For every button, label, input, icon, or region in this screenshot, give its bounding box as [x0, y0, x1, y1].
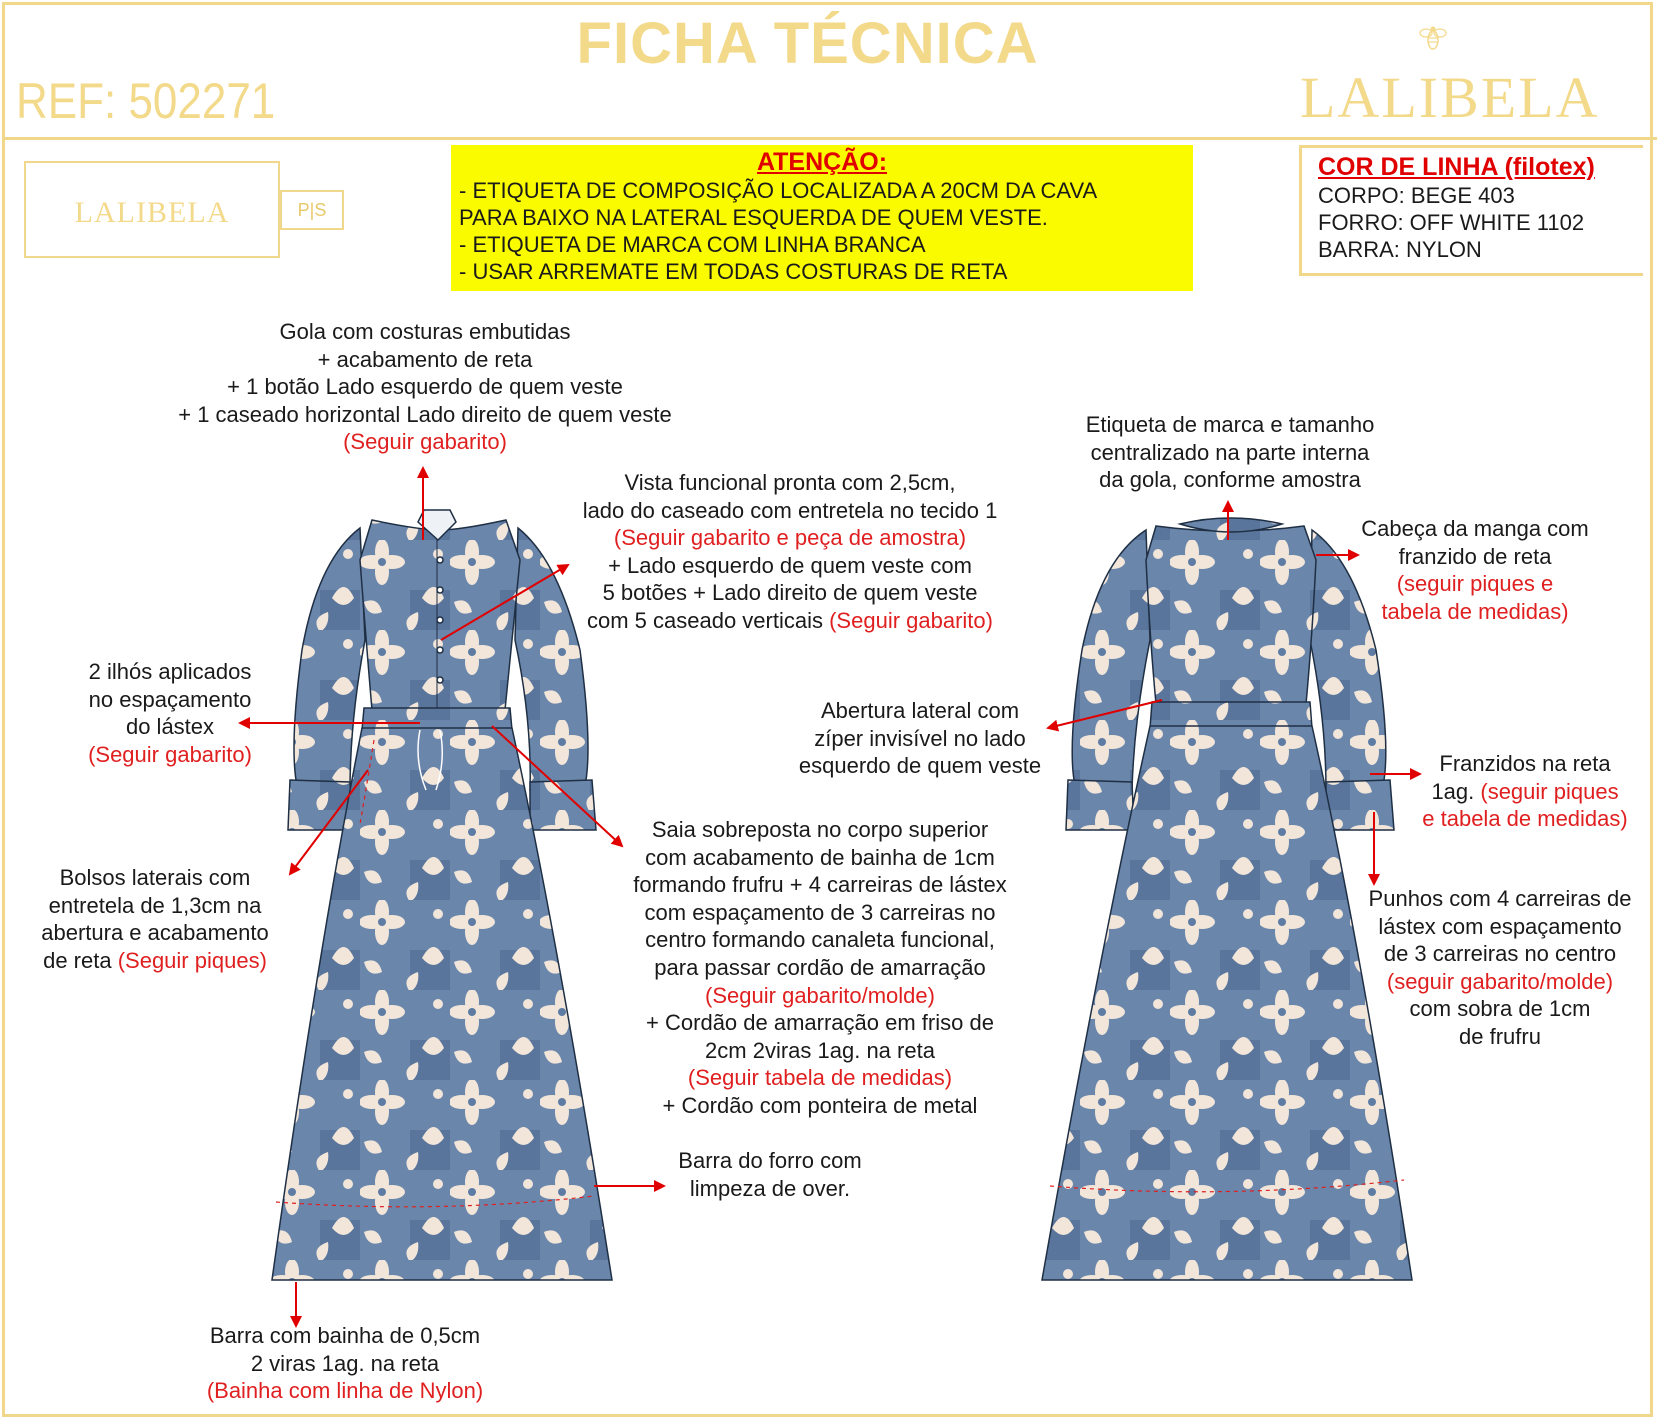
- note-line: 2 viras 1ag. na reta: [250, 1350, 440, 1376]
- thread-color-line: BARRA: NYLON: [1318, 237, 1482, 262]
- note-line: com espaçamento de 3 carreiras no: [644, 899, 996, 925]
- attention-line: PARA BAIXO NA LATERAL ESQUERDA DE QUEM VESTE.: [459, 205, 1048, 230]
- note-line: + Cordão com ponteira de metal: [662, 1092, 978, 1118]
- note-line: formando frufru + 4 carreiras de lástex: [633, 872, 1007, 898]
- note-line: centro formando canaleta funcional,: [645, 927, 995, 953]
- note-instruction: (seguir piques e: [1396, 571, 1554, 597]
- note-line: 2 ilhós aplicados: [88, 659, 252, 684]
- note-sleeve-head: [1340, 515, 1610, 625]
- note-line: Gola com costuras embutidas: [279, 319, 571, 344]
- thread-color-title: COR DE LINHA (filotex): [1318, 153, 1595, 181]
- note-line: de frufru: [1459, 1023, 1541, 1049]
- back-left-sleeve: [1072, 530, 1150, 790]
- note-line: [1400, 778, 1650, 806]
- note-line: 2cm 2viras 1ag. na reta: [705, 1037, 935, 1063]
- note-line: Punhos com 4 carreiras de: [1368, 886, 1632, 911]
- label-brand-text: LALIBELA: [74, 196, 230, 229]
- note-line: [20, 947, 290, 975]
- note-instruction: (Seguir piques): [117, 947, 267, 973]
- note-line: Franzidos na reta: [1439, 751, 1611, 776]
- note-line: no espaçamento: [88, 686, 252, 712]
- note-instruction: (Seguir tabela de medidas): [687, 1065, 953, 1091]
- note-line: + acabamento de reta: [317, 346, 533, 372]
- note-skirt: [590, 816, 1050, 1120]
- note-line: + Cordão de amarração em friso de: [646, 1010, 994, 1036]
- note-line: limpeza de over.: [689, 1175, 851, 1201]
- note-line: com acabamento de bainha de 1cm: [645, 844, 995, 870]
- note-line: Etiqueta de marca e tamanho: [1085, 412, 1375, 437]
- note-side-opening: [780, 697, 1060, 780]
- note-pockets: [20, 864, 290, 974]
- note-line: franzido de reta: [1398, 543, 1552, 569]
- note-instruction: (Seguir gabarito): [343, 429, 507, 455]
- note-text: 1ag.: [1431, 778, 1481, 804]
- note-instruction: (seguir piques: [1480, 778, 1619, 804]
- note-line: com sobra de 1cm: [1409, 996, 1591, 1022]
- note-line: para passar cordão de amarração: [654, 954, 986, 980]
- note-text: de reta: [43, 947, 118, 973]
- note-lining: [660, 1147, 880, 1202]
- note-line: do lástex: [125, 714, 215, 740]
- note-line: 5 botões + Lado direito de quem veste: [602, 580, 978, 606]
- note-line: Barra do forro com: [678, 1148, 862, 1173]
- note-instruction: (Seguir gabarito): [829, 607, 993, 633]
- note-line: Barra com bainha de 0,5cm: [209, 1323, 481, 1348]
- note-line: Abertura lateral com: [820, 698, 1020, 723]
- attention-title: ATENÇÃO:: [756, 148, 888, 176]
- thread-color-line: FORRO: OFF WHITE 1102: [1318, 210, 1585, 235]
- note-instruction: (Seguir gabarito e peça de amostra): [613, 525, 967, 551]
- note-instruction: (Bainha com linha de Nylon): [206, 1378, 484, 1404]
- note-instruction: (seguir gabarito/molde): [1386, 968, 1614, 994]
- note-eyelets: [70, 658, 270, 768]
- note-instruction: e tabela de medidas): [1422, 806, 1628, 832]
- note-line: esquerdo de quem veste: [798, 753, 1042, 779]
- note-collar: [140, 318, 710, 456]
- note-line: abertura e acabamento: [41, 920, 269, 946]
- size-tag: P|S: [280, 190, 344, 230]
- page-title: FICHA TÉCNICA: [576, 11, 1039, 76]
- brand-logo: LALIBELA: [1300, 65, 1600, 130]
- note-instruction: (Seguir gabarito): [88, 741, 252, 767]
- front-waistband: [362, 708, 512, 730]
- note-line: lástex com espaçamento: [1378, 913, 1622, 939]
- note-line: lado do caseado com entretela no tecido 1: [582, 497, 998, 523]
- note-line: [540, 607, 1040, 635]
- back-waistband: [1150, 702, 1312, 728]
- note-instruction: (Seguir gabarito/molde): [705, 982, 935, 1008]
- note-gathers: [1400, 750, 1650, 833]
- back-bodice: [1146, 526, 1316, 704]
- note-line: entretela de 1,3cm na: [48, 892, 262, 918]
- attention-line: - USAR ARREMATE EM TODAS COSTURAS DE RETA: [459, 259, 1008, 284]
- attention-line: - ETIQUETA DE COMPOSIÇÃO LOCALIZADA A 20CM DA CAVA: [459, 178, 1098, 203]
- attention-line: - ETIQUETA DE MARCA COM LINHA BRANCA: [459, 232, 926, 257]
- note-back-label: [1050, 411, 1410, 494]
- note-line: + 1 botão Lado esquerdo de quem veste: [227, 374, 623, 400]
- note-text: com 5 caseado verticais: [587, 607, 830, 633]
- note-line: da gola, conforme amostra: [1099, 467, 1361, 493]
- reference-code: REF: 502271: [16, 73, 276, 129]
- note-hem: [180, 1322, 510, 1405]
- front-left-sleeve: [294, 528, 365, 790]
- note-cuffs: [1345, 885, 1655, 1051]
- note-line: Saia sobreposta no corpo superior: [651, 817, 989, 842]
- note-line: de 3 carreiras no centro: [1383, 941, 1617, 967]
- note-line: zíper invisível no lado: [814, 725, 1026, 751]
- front-right-cuff: [530, 780, 596, 830]
- note-instruction: tabela de medidas): [1381, 598, 1569, 624]
- note-line: + Lado esquerdo de quem veste com: [608, 552, 972, 578]
- back-left-cuff: [1066, 780, 1134, 830]
- note-line: Vista funcional pronta com 2,5cm,: [624, 470, 956, 495]
- note-line: centralizado na parte interna: [1090, 439, 1370, 465]
- note-line: Cabeça da manga com: [1361, 516, 1589, 541]
- note-placket: [540, 469, 1040, 635]
- back-right-cuff: [1326, 780, 1394, 830]
- note-line: Bolsos laterais com: [59, 865, 251, 890]
- note-line: + 1 caseado horizontal Lado direito de quem veste: [178, 401, 672, 427]
- thread-color-line: CORPO: BEGE 403: [1318, 183, 1515, 208]
